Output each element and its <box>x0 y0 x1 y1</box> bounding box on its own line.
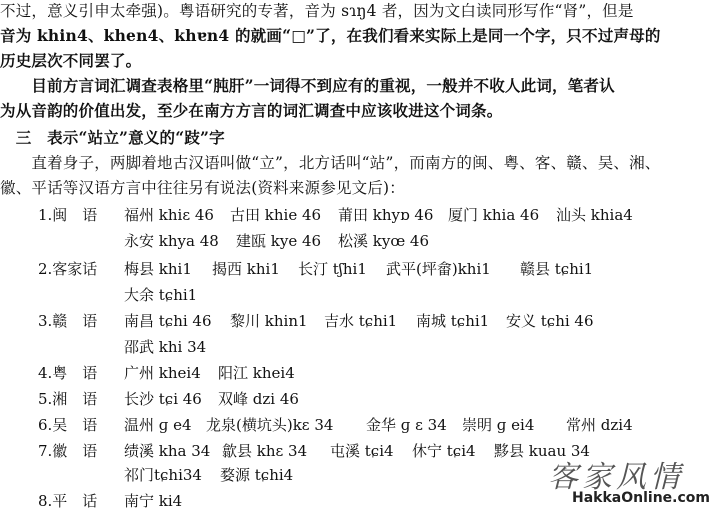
dialect-label: 7.徽 语 <box>38 442 98 460</box>
dialect-entry: 南城 tɕhi1 <box>416 312 490 330</box>
dialect-entry: 汕头 khia4 <box>556 206 633 224</box>
dialect-entry: 婺源 tɕhi4 <box>220 466 294 484</box>
intro-line: 徽、平话等汉语方言中往往另有说法(资料来源参见文后)： <box>0 179 405 197</box>
dialect-entry: 长汀 tʃhi1 <box>298 260 367 278</box>
dialect-entry: 武平(坪畲)khi1 <box>386 260 491 278</box>
dialect-entry: 双峰 dzi 46 <box>218 390 299 408</box>
dialect-label: 1.闽 语 <box>38 206 98 224</box>
dialect-entry: 邵武 khi 34 <box>124 338 207 356</box>
dialect-entry: 祁门tɕhi34 <box>124 466 202 484</box>
dialect-entry: 吉水 tɕhi1 <box>324 312 398 330</box>
dialect-entry: 广州 khei4 <box>124 364 201 382</box>
dialect-entry: 南昌 tɕhi 46 <box>124 312 212 330</box>
dialect-label: 6.吴 语 <box>38 416 98 434</box>
paragraph-line: 历史层次不同罢了。 <box>0 51 142 70</box>
dialect-entry: 金华 ɡ ɛ 34 <box>366 416 447 434</box>
intro-line: 直着身子，两脚着地古汉语叫做“立”，北方话叫“站”，而南方的闽、粤、客、赣、吴、湘、 <box>0 154 661 172</box>
dialect-entry: 常州 dzi4 <box>566 416 633 434</box>
dialect-entry: 黟县 kuau 34 <box>494 442 590 460</box>
dialect-entry: 绩溪 kha 34 <box>124 442 211 460</box>
dialect-entry: 阳江 khei4 <box>218 364 295 382</box>
dialect-entry: 揭西 khi1 <box>212 260 280 278</box>
watermark-url: HakkaOnline.com <box>572 490 710 506</box>
dialect-entry: 崇明 ɡ ei4 <box>462 416 535 434</box>
watermark-calligraphy: 客家风情 <box>548 460 684 495</box>
dialect-entry: 赣县 tɕhi1 <box>520 260 594 278</box>
dialect-entry: 大余 tɕhi1 <box>124 286 198 304</box>
dialect-entry: 梅县 khi1 <box>124 260 192 278</box>
dialect-label: 5.湘 语 <box>38 390 98 408</box>
dialect-label: 2.客家话 <box>38 260 98 278</box>
dialect-entry: 温州 ɡ e4 <box>124 416 192 434</box>
dialect-entry: 建瓯 kye 46 <box>236 232 322 250</box>
dialect-entry: 长沙 tɕi 46 <box>124 390 202 408</box>
dialect-entry: 龙泉(横坑头)kɛ 34 <box>206 416 334 434</box>
dialect-entry: 松溪 kyœ 46 <box>338 232 430 250</box>
dialect-entry: 屯溪 tɕi4 <box>330 442 394 460</box>
paragraph-line: 不过，意义引申太牵强)。粤语研究的专著，音为 sɿŋ4 者，因为文白读同形写作“肾”，但是 <box>0 2 634 20</box>
dialect-entry: 安义 tɕhi 46 <box>506 312 594 330</box>
dialect-entry: 黎川 khin1 <box>230 312 308 330</box>
dialect-entry: 永安 khya 48 <box>124 232 219 250</box>
dialect-entry: 厦门 khia 46 <box>448 206 540 224</box>
dialect-entry: 古田 khie 46 <box>230 206 322 224</box>
dialect-entry: 歙县 khɛ 34 <box>222 442 308 460</box>
dialect-entry: 福州 khiɛ 46 <box>124 206 214 224</box>
paragraph-line: 目前方言词汇调查表格里“肫肝”一词得不到应有的重视，一般并不收人此词，笔者认 <box>0 76 615 95</box>
dialect-label: 8.平 话 <box>38 492 98 510</box>
dialect-label: 4.粤 语 <box>38 364 98 382</box>
dialect-entry: 休宁 tɕi4 <box>412 442 476 460</box>
dialect-label: 3.赣 语 <box>38 312 98 330</box>
section-heading: 三 表示“站立”意义的“跂”字 <box>0 128 225 147</box>
paragraph-line: 为从音韵的价值出发，至少在南方方言的词汇调查中应该收进这个词条。 <box>0 101 503 120</box>
paragraph-line: 音为 khin4、khen4、khɐn4 的就画“□”了，在我们看来实际上是同一个字，只不过声母的 <box>0 26 661 45</box>
dialect-entry: 莆田 khyɒ 46 <box>338 206 434 224</box>
dialect-entry: 南宁 ki4 <box>124 492 183 510</box>
